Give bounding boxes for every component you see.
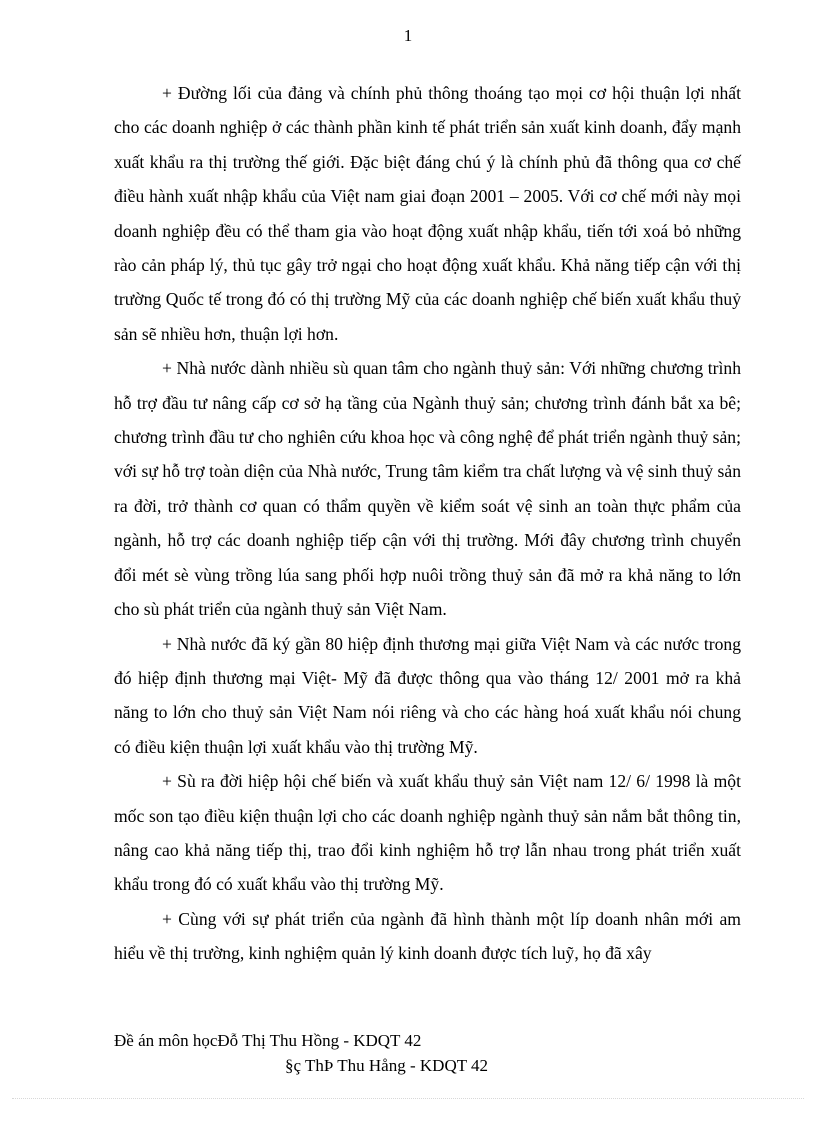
footer-line-2: §ç ThÞ Thu Hång - KDQT 42 [285,1056,489,1075]
footer-line-1: Đề án môn họcĐỗ Thị Thu Hồng - KDQT 42 [114,1031,422,1050]
page-number: 1 [403,26,413,45]
document-body [114,76,741,971]
paragraph-trade-agreements: + Nhà nước đã ký gần 80 hiệp định thương mại giữa Việt Nam và các nước trong đó hiệp định thương mại Việt- Mỹ đã được thông qua vào tháng 12/ 2001 mở ra khả năng to lớn cho thuỷ sản Việt Nam nói riêng và cho các hàng hoá xuất khẩu nói chung có điều kiện thuận lợi xuất khẩu vào thị trường Mỹ. [114,633,741,757]
paragraph-entrepreneurs: + Cùng với sự phát triển của ngành đã hình thành một líp doanh nhân mới am hiểu về thị trường, kinh nghiệm quản lý kinh doanh được tích luỹ, họ đã xây [114,908,741,964]
page-footer [114,1028,488,1078]
page-bottom-divider [12,1098,804,1099]
paragraph-policy: + Đường lối của đảng và chính phủ thông thoáng tạo mọi cơ hội thuận lợi nhất cho các doanh nghiệp ở các thành phần kinh tế phát triển sản xuất kinh doanh, đẩy mạnh xuất khẩu ra thị trường thế giới. Đặc biệt đáng chú ý là chính phủ đã thông qua cơ chế điều hành xuất nhập khẩu của Việt nam giai đoạn 2001 – 2005. Với cơ chế mới này mọi doanh nghiệp đều có thể tham gia vào hoạt động xuất nhập khẩu, tiến tới xoá bỏ những rào cản pháp lý, thủ tục gây trở ngại cho hoạt động xuất khẩu. Khả năng tiếp cận với thị trường Quốc tế trong đó có thị trường Mỹ của các doanh nghiệp chế biến xuất khẩu thuỷ sản sẽ nhiều hơn, thuận lợi hơn. [114,83,741,344]
paragraph-state-support: + Nhà nước dành nhiều sù quan tâm cho ngành thuỷ sản: Với những chương trình hỗ trợ đầu tư nâng cấp cơ sở hạ tầng của Ngành thuỷ sản; chương trình đánh bắt xa bê; chương trình đầu tư cho nghiên cứu khoa học và công nghệ để phát triển ngành thuỷ sản; với sự hỗ trợ toàn diện của Nhà nước, Trung tâm kiểm tra chất lượng và vệ sinh thuỷ sản ra đời, trở thành cơ quan có thẩm quyền về kiểm soát vệ sinh an toàn thực phẩm của ngành, hỗ trợ các doanh nghiệp tiếp cận với thị trường. Mới đây chương trình chuyển đổi mét sè vùng trồng lúa sang phối hợp nuôi trồng thuỷ sản đã mở ra khả năng to lớn cho sù phát triển của ngành thuỷ sản Việt Nam. [114,358,741,620]
paragraph-association: + Sù ra đời hiệp hội chế biến và xuất khẩu thuỷ sản Việt nam 12/ 6/ 1998 là một mốc son tạo điều kiện thuận lợi cho các doanh nghiệp ngành thuỷ sản nắm bắt thông tin, nâng cao khả năng tiếp thị, trao đổi kinh nghiệm hỗ trợ lẫn nhau trong phát triển xuất khẩu trong đó có xuất khẩu vào thị trường Mỹ. [114,771,741,895]
